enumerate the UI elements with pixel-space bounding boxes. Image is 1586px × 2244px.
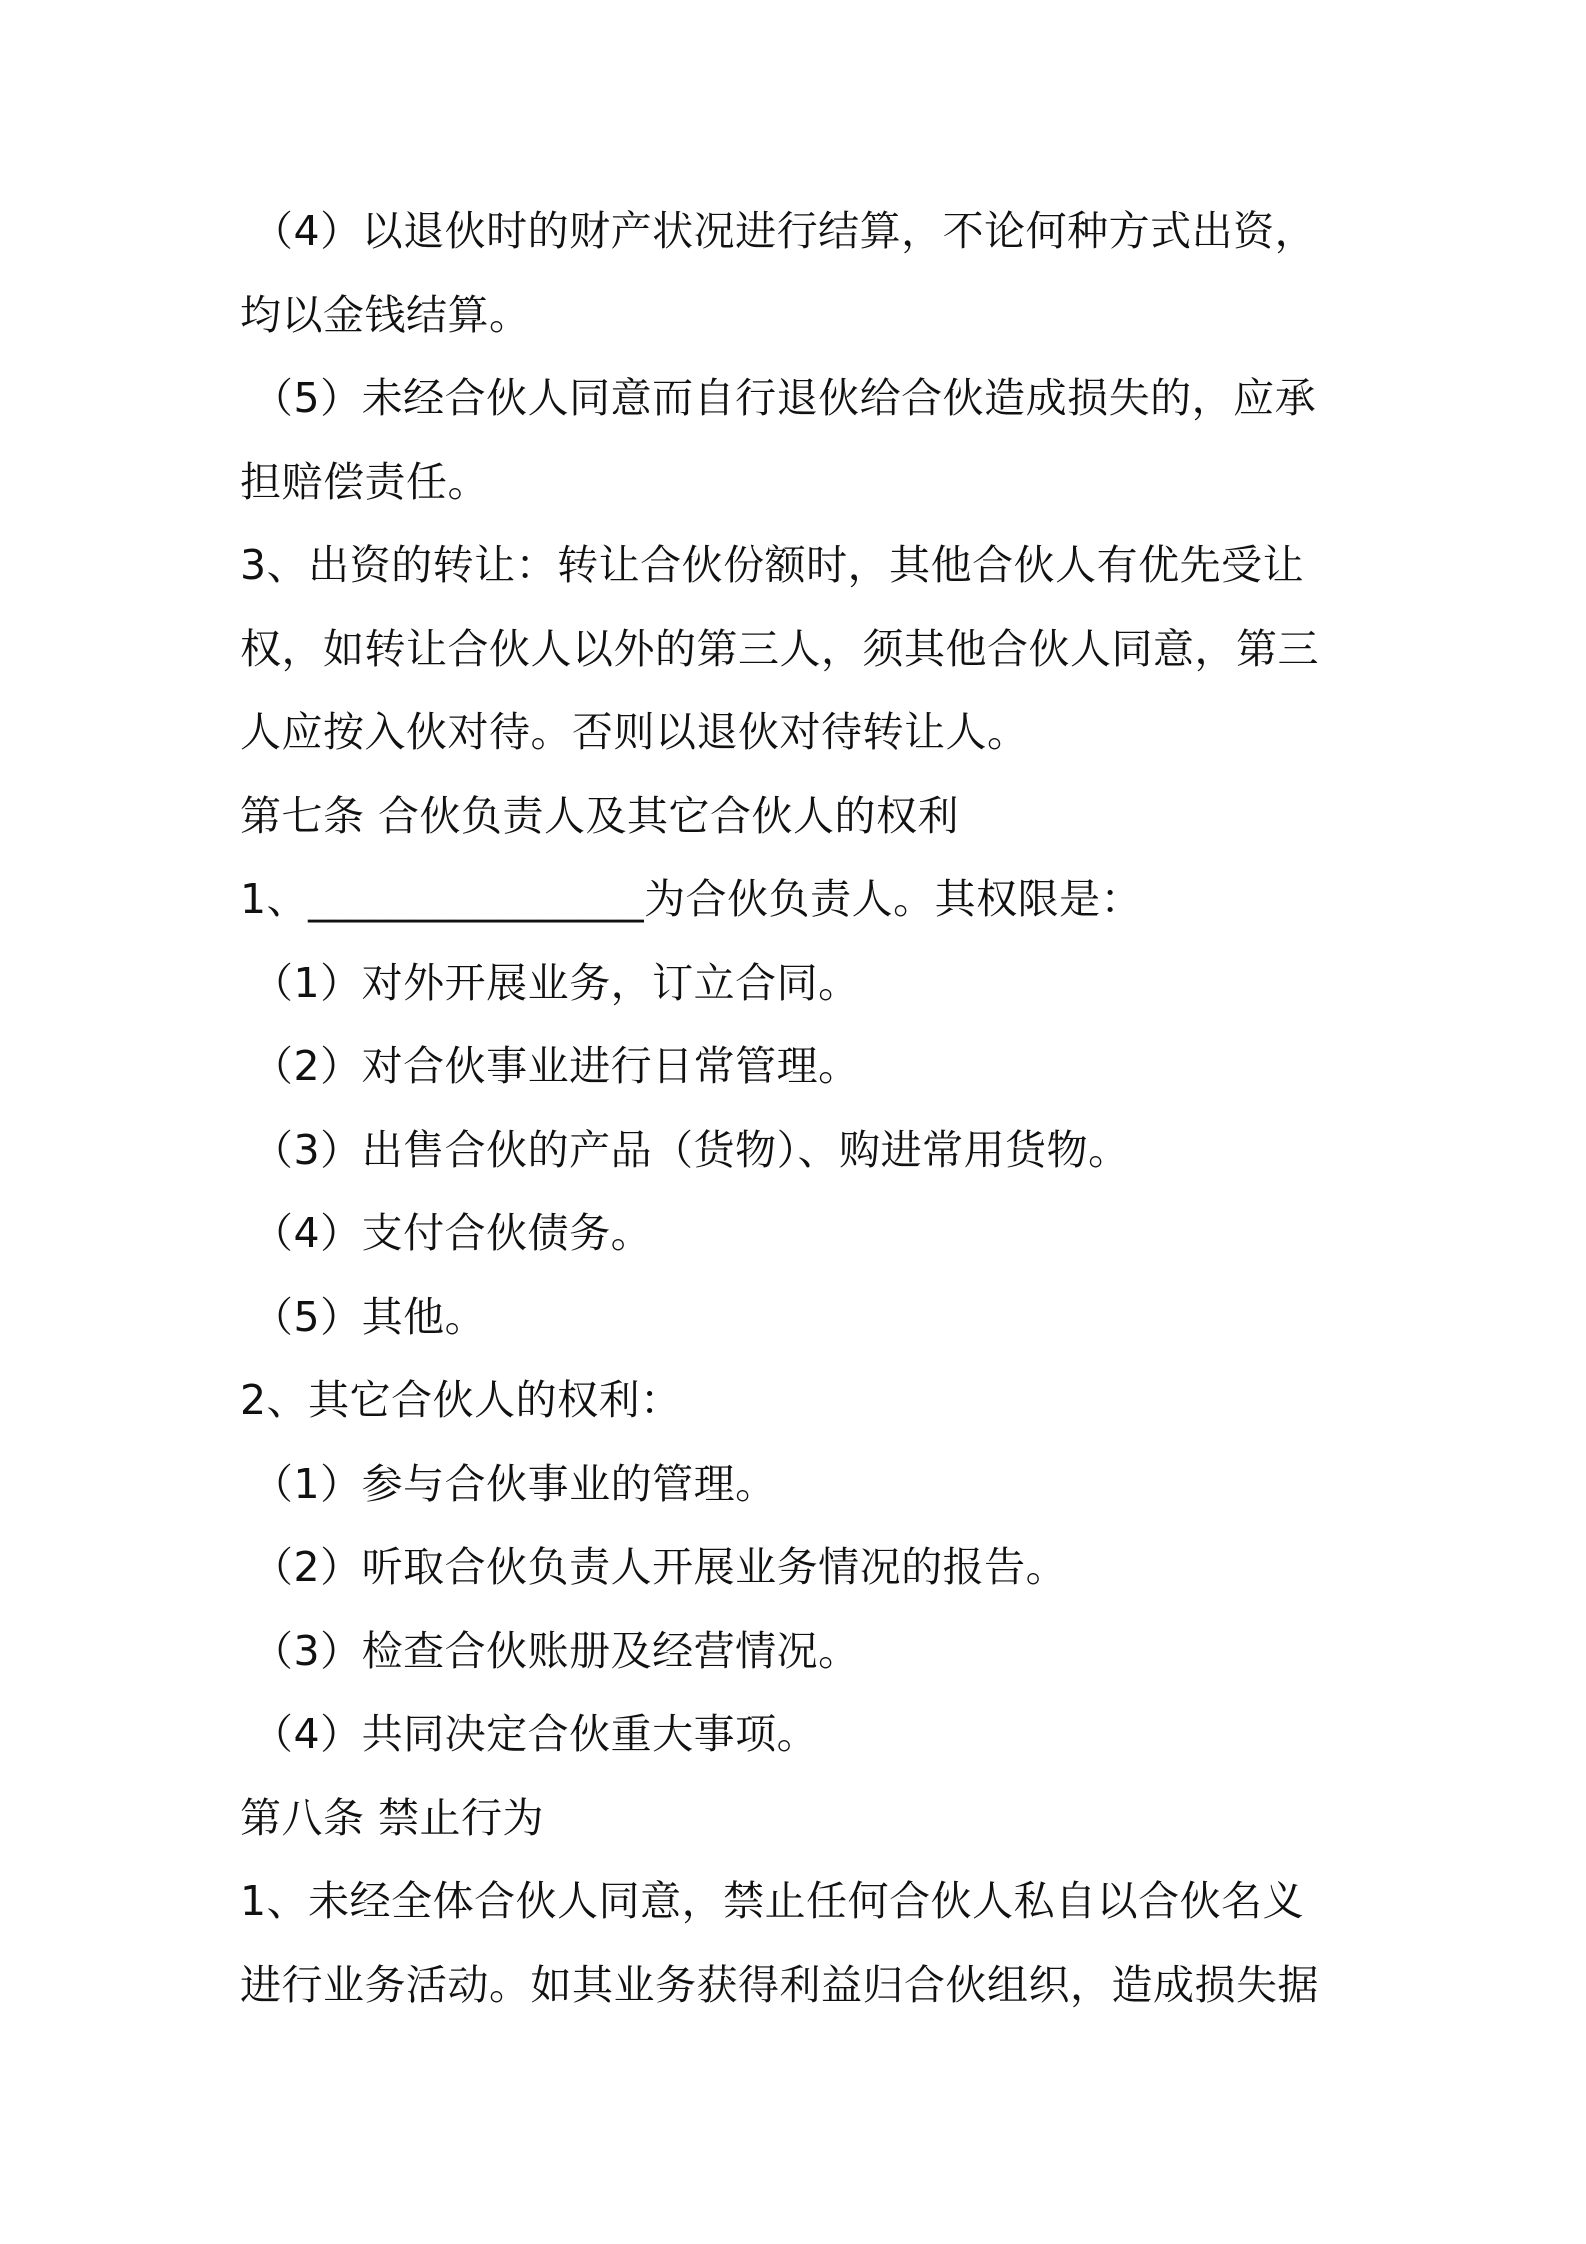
text-line: 1、未经全体合伙人同意，禁止任何合伙人私自以合伙名义 [240,1877,1305,1925]
text-line: （1）参与合伙事业的管理。 [252,1459,777,1508]
section-heading: 第七条 合伙负责人及其它合伙人的权利 [240,791,960,840]
text-line: 人应按入伙对待。否则以退伙对待转让人。 [240,708,1029,756]
text-line: （2）听取合伙负责人开展业务情况的报告。 [252,1543,1068,1591]
text-line: 权，如转让合伙人以外的第三人，须其他合伙人同意，第三 [240,624,1319,673]
section-heading: 第八条 禁止行为 [240,1793,545,1842]
text-line: （1）对外开展业务，订立合同。 [252,958,860,1007]
text-line: 2、其它合伙人的权利： [240,1376,682,1424]
text-line: 均以金钱结算。 [240,290,531,339]
text-line: 3、出资的转让：转让合伙份额时，其他合伙人有优先受让 [240,541,1305,589]
text-line: （3）出售合伙的产品（货物）、购进常用货物。 [252,1125,1130,1174]
document-body [240,190,1360,2027]
text-line: （4）以退伙时的财产状况进行结算，不论何种方式出资， [252,207,1317,255]
text-line: （4）共同决定合伙重大事项。 [252,1710,819,1758]
text-line: （5）未经合伙人同意而自行退伙给合伙造成损失的，应承 [252,374,1317,422]
text-line: （2）对合伙事业进行日常管理。 [252,1042,860,1090]
text-line: （4）支付合伙债务。 [252,1209,653,1257]
text-line: 担赔偿责任。 [240,457,489,506]
text-line: 1、________________为合伙负责人。其权限是： [240,875,1143,923]
text-line: （3）检查合伙账册及经营情况。 [252,1626,860,1675]
text-line: 进行业务活动。如其业务获得利益归合伙组织，造成损失据 [240,1960,1319,2009]
text-line: （5）其他。 [252,1292,487,1341]
